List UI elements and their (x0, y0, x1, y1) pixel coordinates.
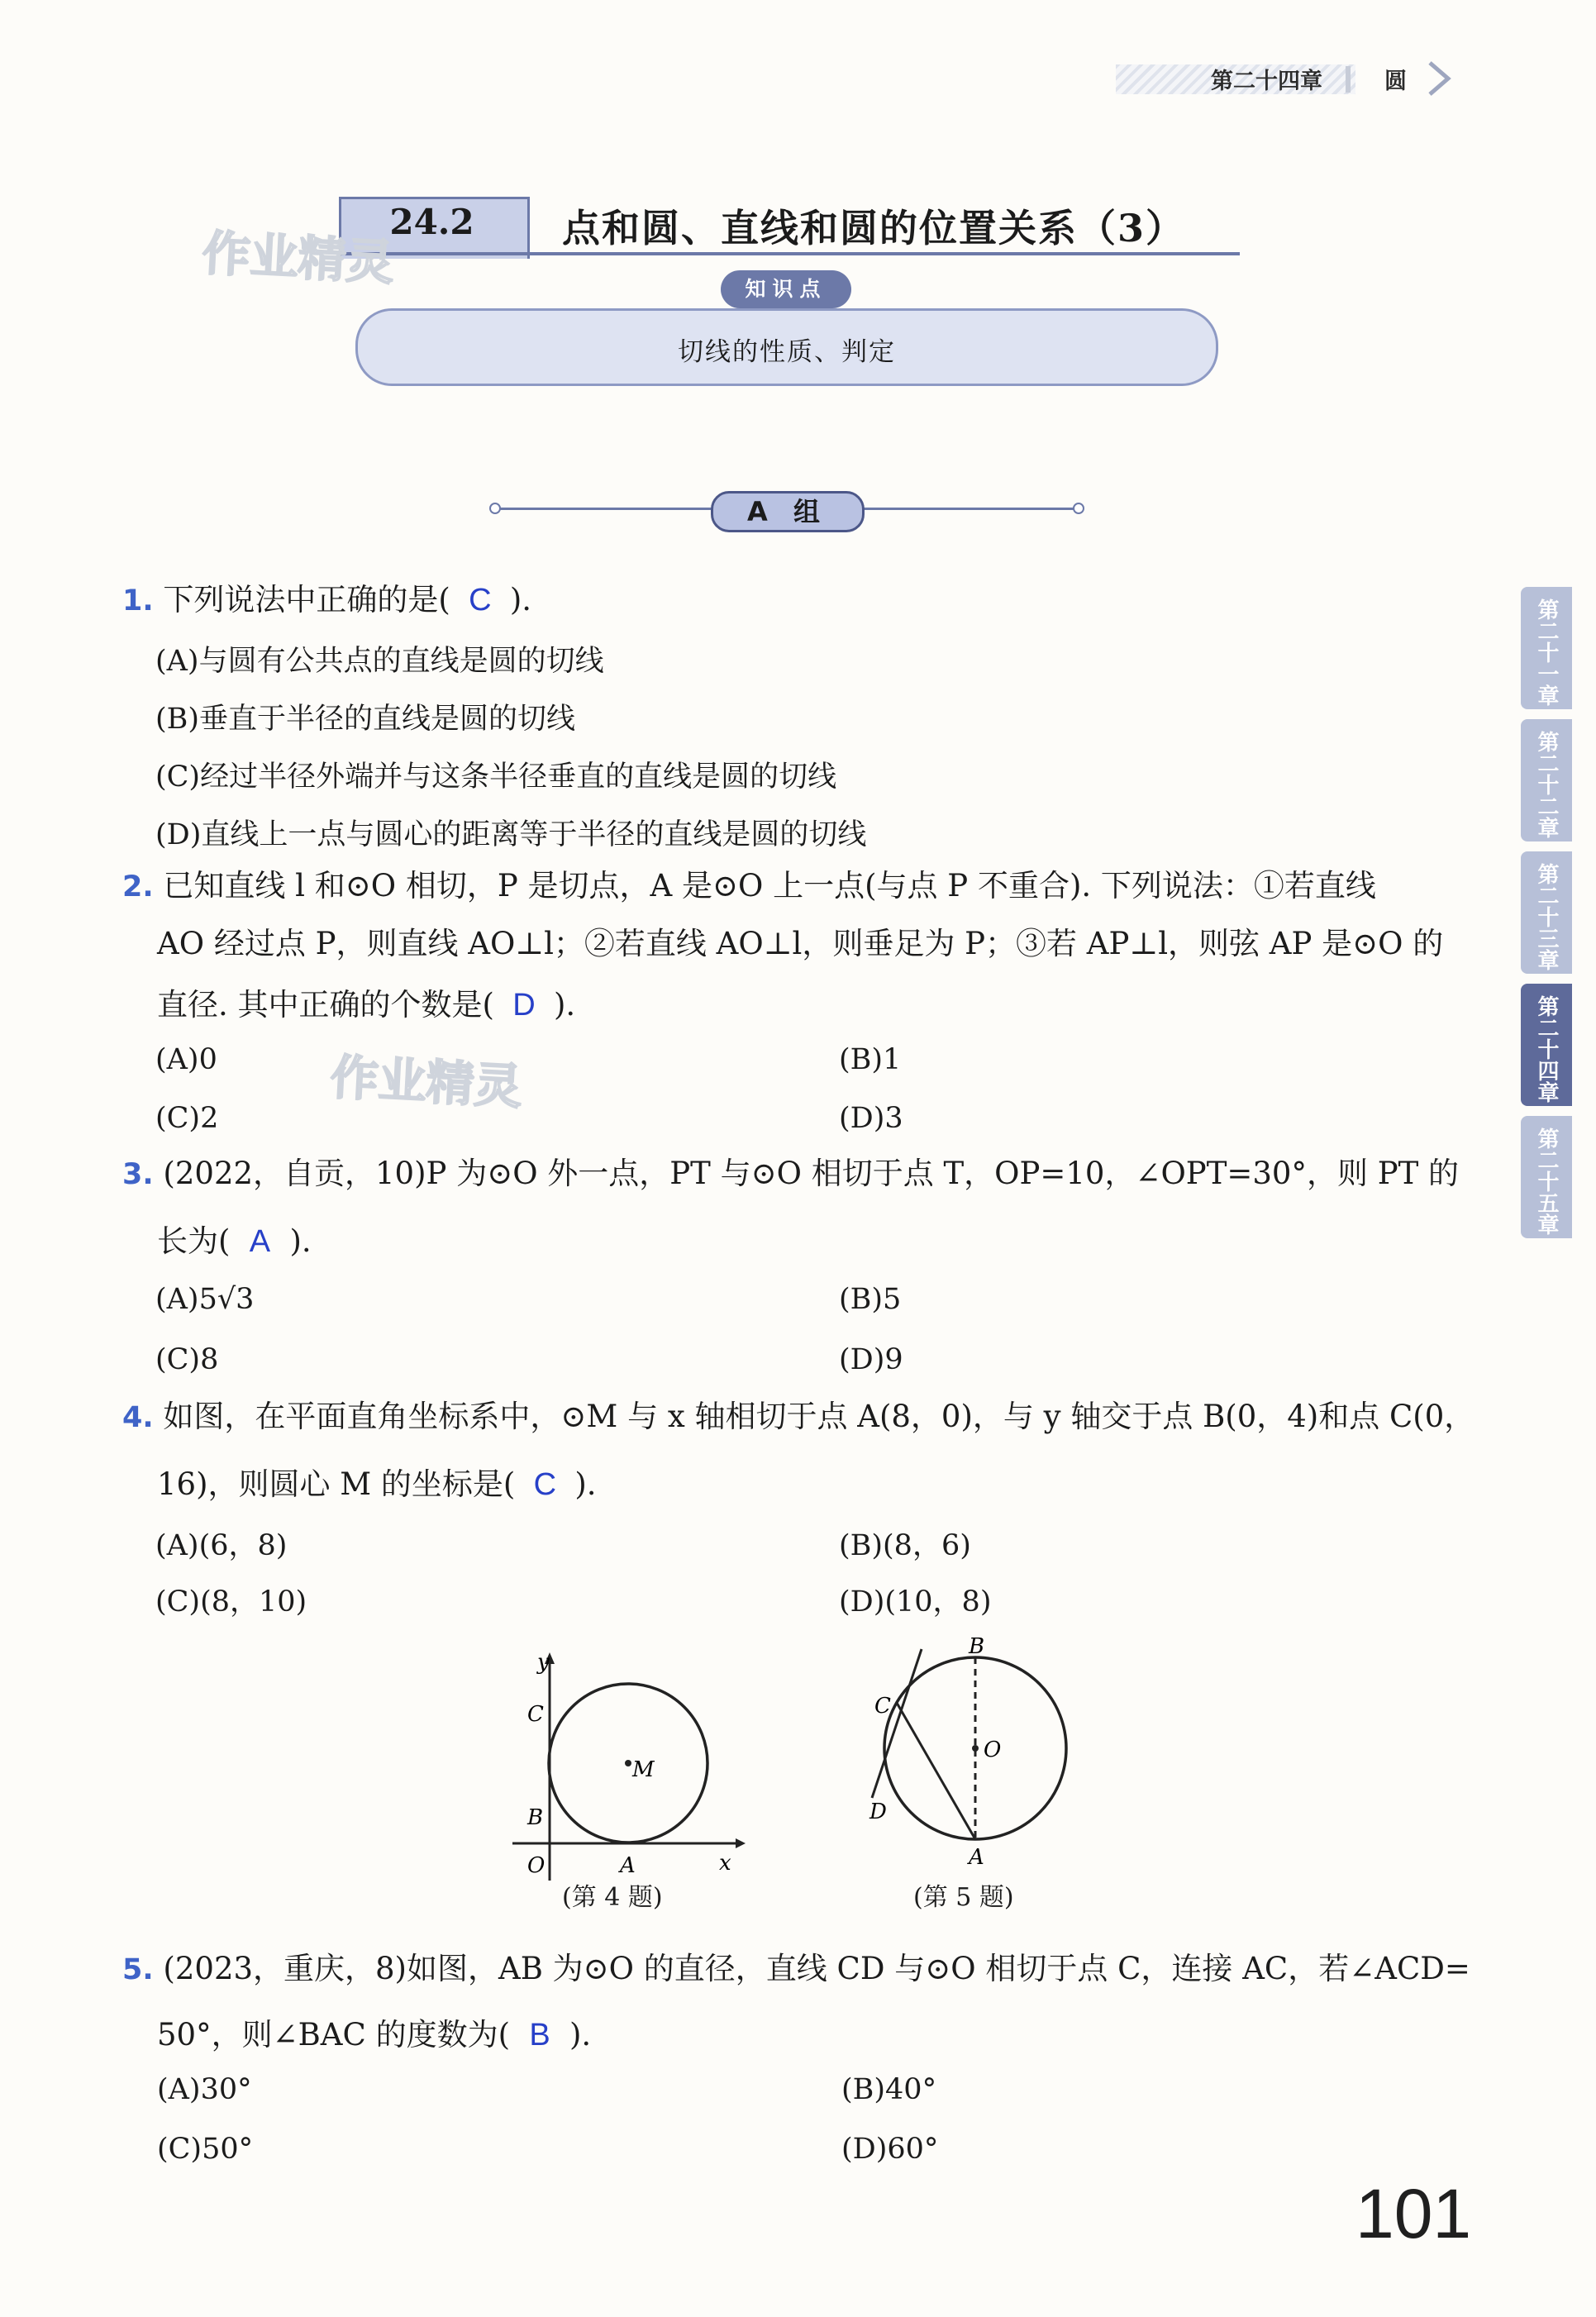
option: (C)50° (157, 2133, 254, 2166)
center-m (625, 1760, 631, 1766)
chapter-tab-25[interactable] (1521, 1116, 1572, 1238)
option: (D)直线上一点与圆心的距离等于半径的直线是圆的切线 (155, 818, 867, 851)
option: (B)5 (839, 1283, 902, 1316)
group-label: A 组 (711, 491, 865, 532)
question-stem-line: AO 经过点 P，则直线 AO⊥l；②若直线 AO⊥l，则垂足为 P；③若 AP⊥l，则弦 AP 是⊙O 的 (157, 926, 1444, 961)
question-stem-end: ). (289, 1223, 312, 1259)
answer: D (512, 988, 536, 1023)
tangent-cd (872, 1649, 922, 1798)
question-2 (122, 856, 1453, 917)
figure-5-caption: (第 5 题) (913, 1883, 1014, 1912)
option: (A)30° (157, 2073, 252, 2106)
question-stem: 16)，则圆心 M 的坐标是( (157, 1466, 516, 1502)
option: (B)(8，6) (839, 1529, 971, 1562)
answer: A (249, 1224, 271, 1259)
chapter-tab-label: 第二十二章 (1534, 731, 1559, 838)
option: (D)9 (839, 1343, 903, 1376)
label-b: B (969, 1634, 985, 1659)
question-stem-end: ). (574, 1466, 597, 1502)
option: (D)(10，8) (839, 1585, 992, 1619)
label-o: O (984, 1738, 1002, 1762)
label-y: y (537, 1650, 550, 1675)
question-stem: 下列说法中正确的是( (163, 582, 450, 617)
question-stem-end: ). (569, 2017, 592, 2052)
option: (A)0 (155, 1043, 217, 1076)
option: (C)8 (155, 1343, 219, 1376)
option: (A)(6，8) (155, 1529, 288, 1562)
chapter-tab-23[interactable] (1521, 851, 1572, 974)
chord-ac (897, 1703, 975, 1839)
answer: C (533, 1467, 557, 1502)
section-number: 24.2 (389, 202, 474, 242)
question-5 (122, 1939, 1470, 2000)
chapter-topic: 圆 (1384, 69, 1407, 94)
question-stem: (2023，重庆，8)如图，AB 为⊙O 的直径，直线 CD 与⊙O 相切于点 C，连接 AC，若∠ACD= (163, 1951, 1470, 1986)
label-b: B (527, 1805, 544, 1830)
question-stem: 已知直线 l 和⊙O 相切，P 是切点，A 是⊙O 上一点(与点 P 不重合). 下列说法：①若直线 (163, 868, 1376, 903)
question-stem: (2022，自贡，10)P 为⊙O 外一点，PT 与⊙O 相切于点 T，OP=10，∠OPT=30°，则 PT 的 (163, 1156, 1460, 1191)
option: (A)与圆有公共点的直线是圆的切线 (155, 645, 604, 678)
figure-4 (496, 1641, 760, 1889)
section-title: 点和圆、直线和圆的位置关系（3） (562, 206, 1186, 250)
center-o (972, 1745, 979, 1752)
question-stem-line (157, 1455, 1488, 1514)
question-stem: 直径. 其中正确的个数是( (157, 987, 494, 1023)
chapter-tab-label: 第二十三章 (1534, 863, 1559, 970)
header-divider (1346, 66, 1351, 93)
label-a: A (969, 1845, 984, 1870)
watermark: 作业精灵 (201, 224, 396, 292)
option: (C)(8，10) (155, 1585, 307, 1619)
chapter-tab-22[interactable] (1521, 719, 1572, 841)
title-underline (339, 252, 1240, 255)
label-c: C (527, 1702, 544, 1727)
chapter-tab-label: 第二十四章 (1534, 995, 1559, 1103)
option: (C)经过半径外端并与这条半径垂直的直线是圆的切线 (155, 760, 837, 794)
knowledge-text: 切线的性质、判定 (678, 337, 896, 367)
label-x: x (719, 1851, 731, 1876)
question-stem: 如图，在平面直角坐标系中，⊙M 与 x 轴相切于点 A(8，0)，与 y 轴交于点 B(0，4)和点 C(0， (163, 1399, 1475, 1434)
x-axis-arrow (736, 1838, 746, 1848)
question-stem-line (157, 1212, 1488, 1271)
label-o: O (527, 1853, 545, 1878)
page-number: 101 (1355, 2175, 1472, 2253)
question-stem-line (157, 2005, 1488, 2065)
question-number: 1. (122, 584, 154, 617)
question-number: 2. (122, 870, 154, 903)
chapter-header (1116, 50, 1463, 107)
answer: B (529, 2018, 550, 2052)
divider-dot (489, 503, 501, 514)
divider-dot (1073, 503, 1084, 514)
question-number: 3. (122, 1158, 154, 1191)
knowledge-badge: 知识点 (721, 270, 851, 308)
option: (D)3 (839, 1102, 903, 1135)
figure-5 (851, 1633, 1099, 1881)
option: (D)60° (841, 2133, 939, 2166)
chapter-label: 第二十四章 (1211, 69, 1322, 94)
question-stem-end: ). (509, 582, 532, 617)
label-a: A (620, 1853, 636, 1878)
option: (C)2 (155, 1102, 219, 1135)
question-number: 4. (122, 1401, 154, 1434)
question-4 (122, 1387, 1475, 1447)
question-3 (122, 1144, 1460, 1204)
label-m: M (632, 1757, 655, 1782)
answer: C (469, 583, 492, 617)
chapter-tab-label: 第二十一章 (1534, 598, 1559, 706)
question-stem: 长为( (157, 1223, 231, 1259)
label-d: D (869, 1800, 887, 1824)
question-number: 5. (122, 1953, 154, 1986)
question-1 (122, 570, 1453, 631)
option: (B)垂直于半径的直线是圆的切线 (155, 703, 576, 736)
label-c: C (874, 1694, 891, 1719)
watermark: 作业精灵 (329, 1048, 524, 1116)
figure-4-caption: (第 4 题) (562, 1883, 663, 1912)
option: (B)1 (839, 1043, 902, 1076)
chapter-tab-21[interactable] (1521, 587, 1572, 709)
option: (A)5√3 (155, 1283, 255, 1316)
chapter-tab-24[interactable] (1521, 984, 1572, 1106)
question-stem: 50°，则∠BAC 的度数为( (157, 2017, 510, 2052)
option: (B)40° (841, 2073, 937, 2106)
question-stem-line (157, 975, 1488, 1035)
chapter-tab-label: 第二十五章 (1534, 1128, 1559, 1235)
question-stem-end: ). (553, 987, 576, 1023)
chevron-right-icon (1423, 58, 1456, 99)
